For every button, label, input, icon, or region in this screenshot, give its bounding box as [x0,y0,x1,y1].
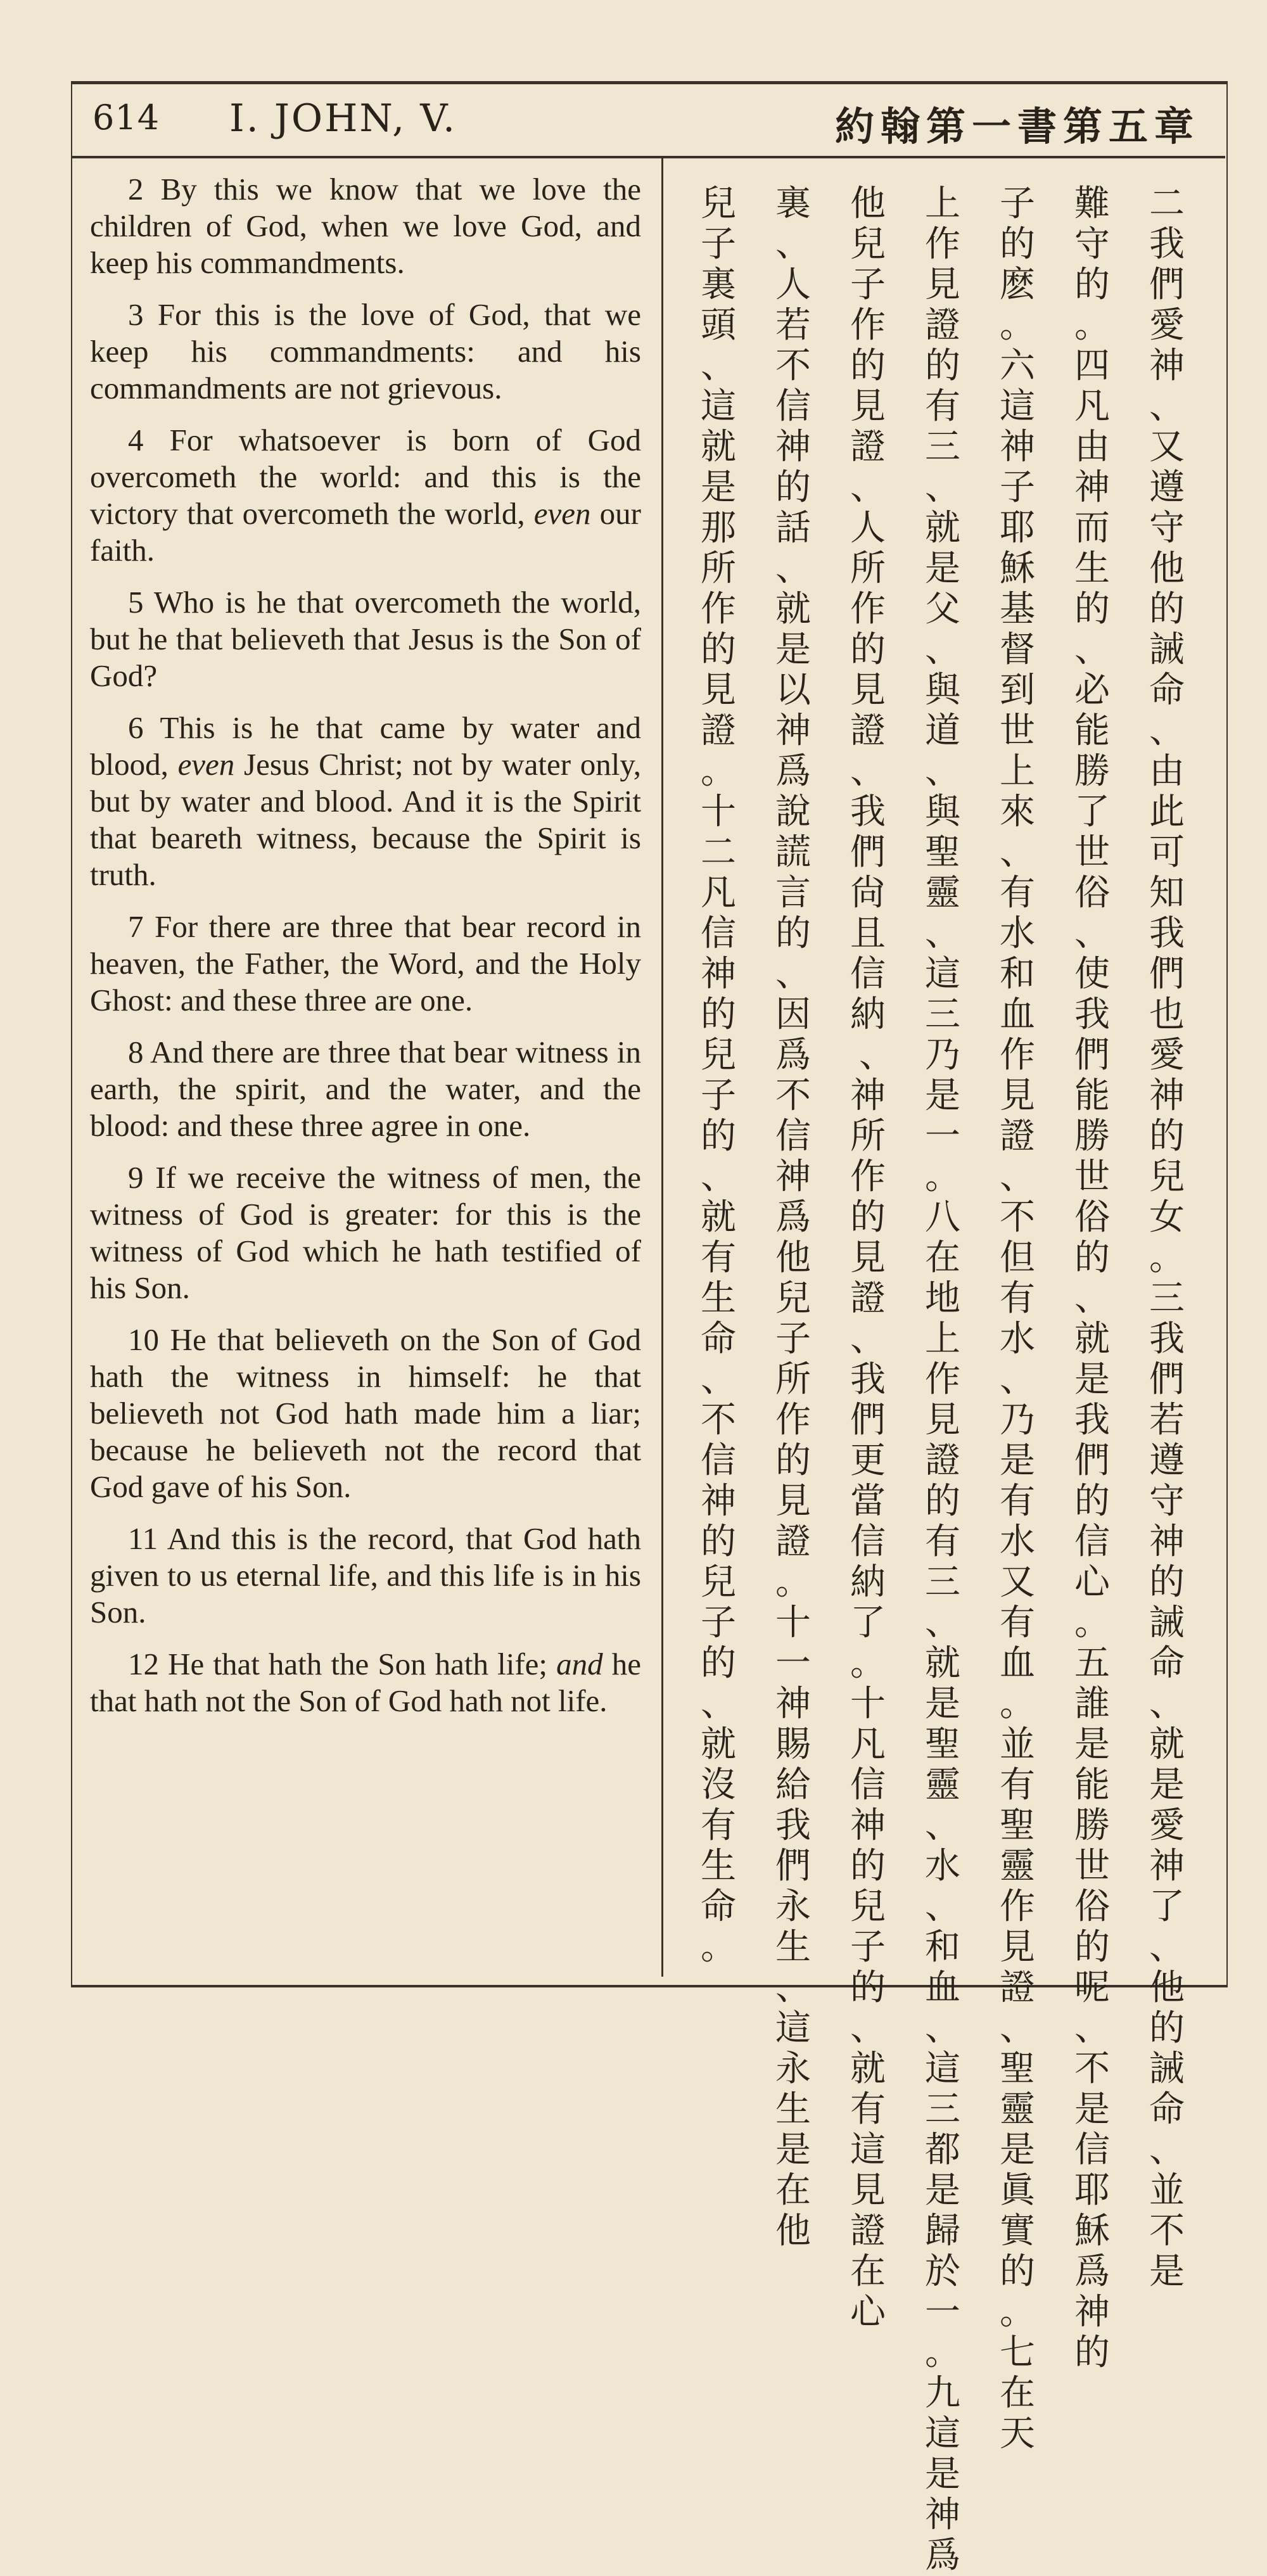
verse-text: our faith. [90,496,641,568]
verse-text: 10 He that believeth on the Son of God hath the witness in himself: he that believeth not God hath made him a liar; because he believeth not the record that God gave of his Son. [90,1322,641,1504]
chinese-column-7: 兒子裏頭、這就是那所作的見證。十二凡信 神的兒子的、就有生命、不信 神的兒子的、就沒有生命。 [701,183,772,1968]
verse-text: 12 He that hath the Son hath life; [128,1647,557,1681]
chinese-column-4: 上作見證的有三、就是父、與道、與聖靈、這三乃是一。八在地上作見證的有三、就是聖靈、水、和血、這三都是歸於一。九這是 神爲 [925,183,996,2576]
verse-text: 8 And there are three that bear witness in earth, the spirit, and the water, and the blood: and these three agree in one. [90,1035,641,1143]
column-divider [661,158,663,1977]
chinese-text-column [672,183,1220,2576]
verse-text: 7 For there are three that bear record in heaven, the Father, the Word, and the Holy Ghost: and these three are one. [90,909,641,1017]
chinese-column-1: 二我們愛 神、又遵守他的誡命、由此可知我們也愛 神的兒女。三我們若遵守 神的誡命、就是愛 神了、他的誡命、並不是 [1149,183,1220,2292]
verse-text: 4 For whatsoever is born of God overcometh the world: and this is the victory that overcometh the world, [90,423,641,531]
verse-11 [90,1521,641,1631]
verse-6 [90,710,641,893]
verse-9 [90,1159,641,1306]
verse-text: 11 And this is the record, that God hath given to us eternal life, and this life is in his Son. [90,1521,641,1629]
chinese-chapter-title: 約翰第一書第五章 [834,103,1200,150]
italic-word: and [556,1647,603,1681]
verse-text: 6 This is he that came by water and blood, [90,710,641,782]
chinese-column-3: 子的麽。六這 神子耶穌基督到世上來、有水和血作見證、不但有水、乃是有水又有血。並有聖靈作見證、聖靈是眞實的。七在天 [1000,183,1071,2454]
running-title: I. JOHN, V. [229,96,457,141]
verse-text: Jesus Christ; not by water only, but by water and blood. And it is the Spirit that beareth witness, because the Spirit is truth. [90,747,641,892]
verse-2 [90,171,641,281]
verse-4 [90,422,641,569]
page-header [71,81,1225,158]
verse-text: he that hath not the Son of God hath not life. [90,1647,642,1718]
italic-word: even [533,496,591,531]
verse-12 [90,1646,641,1719]
page-number: 614 [92,98,160,137]
verse-3 [90,296,641,407]
verse-10 [90,1322,641,1505]
english-text-column [90,171,641,1735]
verse-8 [90,1034,641,1144]
verse-7 [90,909,641,1019]
chinese-column-6: 裏、人若不信 神的話、就是以 神爲說謊言的、因爲不信 神爲他兒子所作的見證。十一神賜給我們永生、這永生是在他 [775,183,846,2252]
verse-text: 9 If we receive the witness of men, the witness of God is greater: for this is the witness of God which he hath testified of his Son. [90,1160,641,1305]
verse-5 [90,584,641,694]
verse-text: 2 By this we know that we love the children of God, when we love God, and keep his commandments. [90,172,641,280]
verse-text: 3 For this is the love of God, that we keep his commandments: and his commandments are not grievous. [90,297,641,405]
verse-text: 5 Who is he that overcometh the world, but he that believeth that Jesus is the Son of God? [90,585,641,693]
italic-word: even [177,747,235,782]
chinese-column-5: 他兒子作的見證、人所作的見證、我們尙且信納、 神所作的見證、我們更當信納了。十凡信 神的兒子的、就有這見證在心 [850,183,921,2333]
chinese-column-2: 難守的。四凡由 神而生的、必能勝了世俗、使我們能勝世俗的、就是我們的信心。五誰是能勝世俗的呢、不是信耶穌爲 神的 [1074,183,1145,2373]
